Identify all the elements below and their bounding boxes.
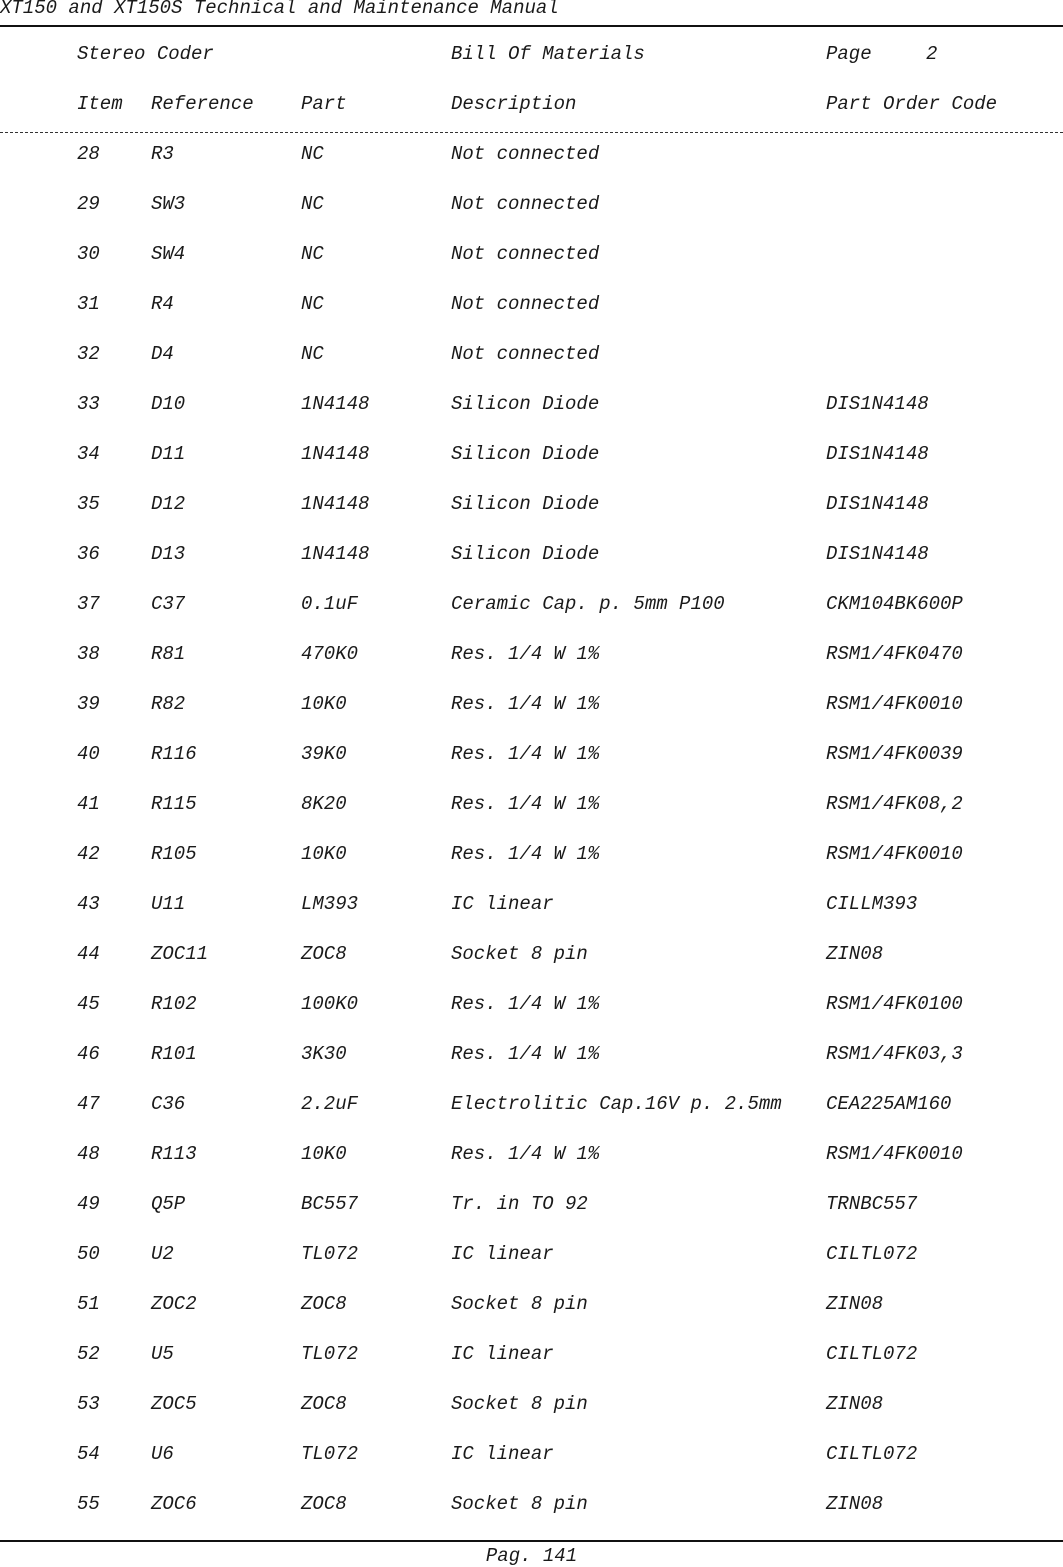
- row-part: NC: [301, 343, 324, 365]
- section-title: Stereo Coder: [77, 43, 214, 65]
- column-header-item: Item: [77, 93, 123, 115]
- row-item: 50: [77, 1243, 100, 1265]
- row-item: 42: [77, 843, 100, 865]
- row-part: ZOC8: [301, 943, 347, 965]
- row-part: 1N4148: [301, 543, 370, 565]
- row-item: 46: [77, 1043, 100, 1065]
- row-item: 28: [77, 143, 100, 165]
- row-reference: R105: [151, 843, 197, 865]
- row-part: NC: [301, 193, 324, 215]
- row-part: 0.1uF: [301, 593, 359, 615]
- table-row: [0, 1294, 1063, 1318]
- row-order-code: CEA225AM160: [826, 1093, 952, 1115]
- row-description: Res. 1/4 W 1%: [451, 843, 600, 865]
- table-row: [0, 944, 1063, 968]
- table-row: [0, 494, 1063, 518]
- page-footer: Pag. 141: [485, 1545, 578, 1567]
- table-row: [0, 794, 1063, 818]
- row-description: Res. 1/4 W 1%: [451, 643, 600, 665]
- row-order-code: ZIN08: [826, 1493, 884, 1515]
- row-description: Not connected: [451, 243, 600, 265]
- row-reference: R102: [151, 993, 197, 1015]
- table-row: [0, 294, 1063, 318]
- row-part: 1N4148: [301, 443, 370, 465]
- table-row: [0, 144, 1063, 168]
- table-row: [0, 1044, 1063, 1068]
- row-part: 39K0: [301, 743, 347, 765]
- row-item: 29: [77, 193, 100, 215]
- row-order-code: CILTL072: [826, 1343, 918, 1365]
- row-part: ZOC8: [301, 1493, 347, 1515]
- row-order-code: RSM1/4FK0010: [826, 1143, 963, 1165]
- row-description: Res. 1/4 W 1%: [451, 993, 600, 1015]
- row-reference: SW3: [151, 193, 186, 215]
- row-description: Socket 8 pin: [451, 1393, 588, 1415]
- row-description: Socket 8 pin: [451, 943, 588, 965]
- row-order-code: CILLM393: [826, 893, 918, 915]
- table-row: [0, 1494, 1063, 1518]
- row-description: Silicon Diode: [451, 443, 600, 465]
- row-part: ZOC8: [301, 1293, 347, 1315]
- row-reference: D4: [151, 343, 174, 365]
- row-description: Res. 1/4 W 1%: [451, 793, 600, 815]
- row-description: Res. 1/4 W 1%: [451, 1143, 600, 1165]
- row-reference: R81: [151, 643, 186, 665]
- table-row: [0, 344, 1063, 368]
- row-order-code: RSM1/4FK0039: [826, 743, 963, 765]
- row-reference: R3: [151, 143, 174, 165]
- row-part: 10K0: [301, 693, 347, 715]
- row-reference: ZOC2: [151, 1293, 197, 1315]
- row-part: ZOC8: [301, 1393, 347, 1415]
- row-reference: D10: [151, 393, 186, 415]
- row-part: 8K20: [301, 793, 347, 815]
- row-reference: U11: [151, 893, 186, 915]
- row-order-code: TRNBC557: [826, 1193, 918, 1215]
- row-item: 35: [77, 493, 100, 515]
- table-row: [0, 544, 1063, 568]
- row-description: Tr. in TO 92: [451, 1193, 588, 1215]
- table-row: [0, 244, 1063, 268]
- column-header-reference: Reference: [151, 93, 254, 115]
- row-item: 31: [77, 293, 100, 315]
- row-description: IC linear: [451, 1443, 554, 1465]
- row-order-code: DIS1N4148: [826, 543, 929, 565]
- row-reference: R4: [151, 293, 174, 315]
- row-description: Not connected: [451, 143, 600, 165]
- row-item: 37: [77, 593, 100, 615]
- row-part: 10K0: [301, 843, 347, 865]
- row-description: Silicon Diode: [451, 543, 600, 565]
- row-reference: C36: [151, 1093, 186, 1115]
- row-order-code: DIS1N4148: [826, 393, 929, 415]
- table-row: [0, 744, 1063, 768]
- row-item: 39: [77, 693, 100, 715]
- row-reference: ZOC6: [151, 1493, 197, 1515]
- row-part: 100K0: [301, 993, 359, 1015]
- row-description: Res. 1/4 W 1%: [451, 693, 600, 715]
- row-reference: R101: [151, 1043, 197, 1065]
- table-row: [0, 694, 1063, 718]
- row-reference: Q5P: [151, 1193, 186, 1215]
- row-description: Not connected: [451, 343, 600, 365]
- row-part: TL072: [301, 1243, 359, 1265]
- table-row: [0, 1094, 1063, 1118]
- row-item: 34: [77, 443, 100, 465]
- table-row: [0, 1144, 1063, 1168]
- row-order-code: RSM1/4FK0010: [826, 693, 963, 715]
- row-order-code: CKM104BK600P: [826, 593, 963, 615]
- row-item: 40: [77, 743, 100, 765]
- row-item: 53: [77, 1393, 100, 1415]
- row-reference: ZOC5: [151, 1393, 197, 1415]
- row-reference: C37: [151, 593, 186, 615]
- row-item: 43: [77, 893, 100, 915]
- row-reference: R115: [151, 793, 197, 815]
- row-part: 3K30: [301, 1043, 347, 1065]
- row-part: TL072: [301, 1343, 359, 1365]
- row-description: Silicon Diode: [451, 393, 600, 415]
- row-item: 45: [77, 993, 100, 1015]
- row-order-code: ZIN08: [826, 943, 884, 965]
- list-title: Bill Of Materials: [451, 43, 645, 65]
- row-item: 49: [77, 1193, 100, 1215]
- table-row: [0, 194, 1063, 218]
- row-order-code: CILTL072: [826, 1443, 918, 1465]
- row-item: 32: [77, 343, 100, 365]
- column-header-description: Description: [451, 93, 577, 115]
- row-part: NC: [301, 243, 324, 265]
- table-row: [0, 1344, 1063, 1368]
- row-item: 36: [77, 543, 100, 565]
- row-reference: ZOC11: [151, 943, 209, 965]
- row-reference: U5: [151, 1343, 174, 1365]
- row-order-code: RSM1/4FK0010: [826, 843, 963, 865]
- row-part: 2.2uF: [301, 1093, 359, 1115]
- row-order-code: RSM1/4FK0470: [826, 643, 963, 665]
- row-part: NC: [301, 143, 324, 165]
- row-order-code: CILTL072: [826, 1243, 918, 1265]
- row-order-code: RSM1/4FK0100: [826, 993, 963, 1015]
- row-reference: R113: [151, 1143, 197, 1165]
- table-row: [0, 444, 1063, 468]
- table-row: [0, 594, 1063, 618]
- row-item: 33: [77, 393, 100, 415]
- document-title: XT150 and XT150S Technical and Maintenance Manual: [0, 0, 559, 19]
- row-description: Socket 8 pin: [451, 1293, 588, 1315]
- row-description: IC linear: [451, 893, 554, 915]
- row-part: 1N4148: [301, 493, 370, 515]
- row-description: Res. 1/4 W 1%: [451, 743, 600, 765]
- row-reference: SW4: [151, 243, 186, 265]
- row-reference: D11: [151, 443, 186, 465]
- row-description: Silicon Diode: [451, 493, 600, 515]
- row-description: Not connected: [451, 293, 600, 315]
- row-description: IC linear: [451, 1243, 554, 1265]
- row-item: 30: [77, 243, 100, 265]
- row-part: 10K0: [301, 1143, 347, 1165]
- table-row: [0, 844, 1063, 868]
- page-number: 2: [926, 43, 938, 65]
- row-order-code: DIS1N4148: [826, 443, 929, 465]
- footer-rule: [0, 1540, 1063, 1542]
- row-description: IC linear: [451, 1343, 554, 1365]
- row-item: 41: [77, 793, 100, 815]
- table-row: [0, 1394, 1063, 1418]
- table-row: [0, 994, 1063, 1018]
- row-item: 54: [77, 1443, 100, 1465]
- row-part: LM393: [301, 893, 359, 915]
- row-item: 48: [77, 1143, 100, 1165]
- row-part: 470K0: [301, 643, 359, 665]
- row-item: 38: [77, 643, 100, 665]
- row-description: Res. 1/4 W 1%: [451, 1043, 600, 1065]
- row-description: Ceramic Cap. p. 5mm P100: [451, 593, 725, 615]
- row-item: 52: [77, 1343, 100, 1365]
- row-reference: U2: [151, 1243, 174, 1265]
- row-reference: D12: [151, 493, 186, 515]
- row-reference: R82: [151, 693, 186, 715]
- table-row: [0, 394, 1063, 418]
- row-reference: R116: [151, 743, 197, 765]
- row-item: 44: [77, 943, 100, 965]
- table-row: [0, 1194, 1063, 1218]
- row-order-code: ZIN08: [826, 1393, 884, 1415]
- table-row: [0, 894, 1063, 918]
- row-item: 47: [77, 1093, 100, 1115]
- page-label: Page: [826, 43, 872, 65]
- row-reference: D13: [151, 543, 186, 565]
- row-description: Not connected: [451, 193, 600, 215]
- row-item: 51: [77, 1293, 100, 1315]
- row-part: 1N4148: [301, 393, 370, 415]
- table-row: [0, 1244, 1063, 1268]
- table-row: [0, 1444, 1063, 1468]
- row-part: BC557: [301, 1193, 359, 1215]
- row-part: NC: [301, 293, 324, 315]
- column-header-order-code: Part Order Code: [826, 93, 998, 115]
- row-order-code: RSM1/4FK08,2: [826, 793, 963, 815]
- row-item: 55: [77, 1493, 100, 1515]
- row-description: Socket 8 pin: [451, 1493, 588, 1515]
- row-description: Electrolitic Cap.16V p. 2.5mm: [451, 1093, 782, 1115]
- row-order-code: ZIN08: [826, 1293, 884, 1315]
- row-part: TL072: [301, 1443, 359, 1465]
- column-header-part: Part: [301, 93, 347, 115]
- row-order-code: DIS1N4148: [826, 493, 929, 515]
- row-reference: U6: [151, 1443, 174, 1465]
- row-order-code: RSM1/4FK03,3: [826, 1043, 963, 1065]
- table-row: [0, 644, 1063, 668]
